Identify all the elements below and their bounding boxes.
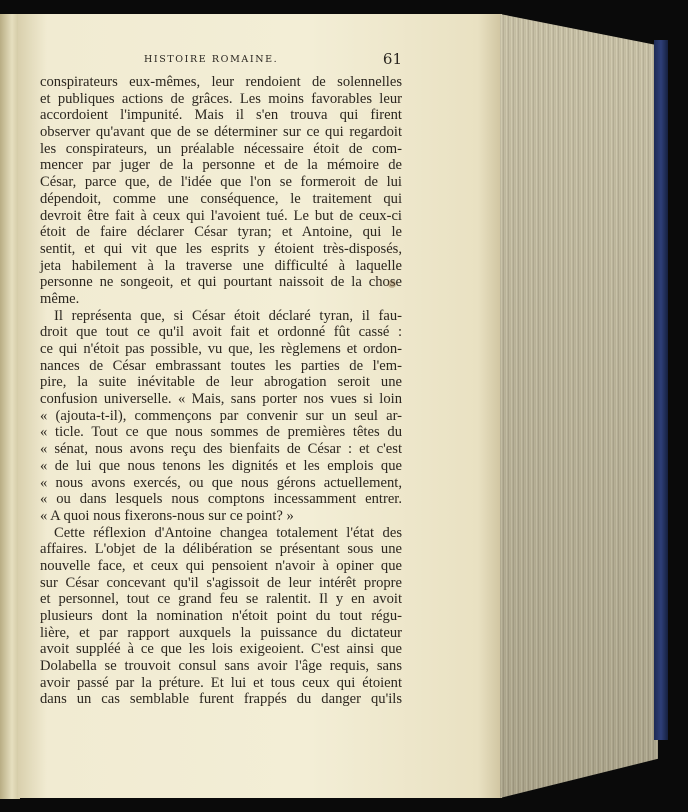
- text-line: observer qu'avant que de se déterminer sur ce qui regardoit: [40, 124, 402, 141]
- text-line: plusieurs dont la nomination n'étoit point du tout régu-: [40, 608, 402, 624]
- text-line: avoir passé par la préture. Et lui et tous ceux qui étoient: [40, 674, 402, 691]
- book-cover-edge: [654, 40, 668, 740]
- text-line: « ticle. Tout ce que nous sommes de premières têtes du: [40, 424, 402, 441]
- text-line: et publiques actions de grâces. Les moins favorables leur: [40, 90, 402, 107]
- text-line: dans un cas semblable furent frappés du danger qu'ils: [40, 691, 402, 708]
- text-line: conspirateurs eux-mêmes, leur rendoient de solennelles: [40, 74, 402, 90]
- text-line: avoit suppléé à ce que les lois exigeoient. C'est ainsi que: [40, 641, 402, 658]
- text-line: accordoient l'impunité. Mais il s'en trouva qui firent: [40, 107, 402, 124]
- text-line: même.: [40, 290, 80, 307]
- text-line: étoit de faire déclarer César tyran; et Antoine, qui le: [40, 224, 402, 241]
- text-line: jeta habilement à la traverse une difficulté à laquelle: [40, 257, 402, 274]
- text-line: affaires. L'objet de la délibération se présentant sous une: [40, 541, 402, 558]
- text-line: « de lui que nous tenons les dignités et les emplois que: [40, 457, 402, 474]
- text-line: et personnel, tout ce grand feu se ralentit. Il y en avoit: [40, 591, 402, 608]
- previous-page-edge: [0, 14, 20, 799]
- body-text: [40, 74, 402, 708]
- text-line: César, parce que, de l'idée que l'on se formeroit de lui: [40, 174, 402, 191]
- running-title: HISTOIRE ROMAINE.: [144, 54, 279, 65]
- text-line: personne ne songeoit, et qui pourtant naissoit de la chose: [40, 274, 402, 291]
- text-line: nances de César embrassant toutes les parties de l'em-: [40, 357, 402, 374]
- text-line: pire, la suite inévitable de leur abrogation seroit une: [40, 374, 402, 391]
- text-line: les conspirateurs, un préalable nécessaire étoit de com-: [40, 140, 402, 157]
- page-number: 61: [382, 50, 402, 68]
- text-line: nouvelle face, et ceux qui pensoient n'avoir à opiner que: [40, 557, 402, 574]
- text-line: Cette réflexion d'Antoine changea totalement l'état des: [54, 524, 402, 541]
- text-line: droit que tout ce qu'il avoit fait et ordonné fût cassé :: [40, 324, 402, 341]
- text-line: mencer par juger de la personne et de la mémoire de: [40, 157, 402, 174]
- text-line: devroit être fait à ceux qui l'avoient tué. Le but de ceux-ci: [40, 207, 402, 224]
- text-line: ce qui n'étoit pas possible, vu que, les règlemens et ordon-: [40, 341, 402, 357]
- text-line: Dolabella se trouvoit consul sans avoir l'âge requis, sans: [40, 658, 402, 675]
- page-block-edges: [500, 14, 658, 798]
- text-line: dépendoit, comme une conséquence, le traitement qui: [40, 190, 402, 207]
- text-line: « A quoi nous fixerons-nous sur ce point? »: [40, 507, 294, 524]
- text-line: « (ajouta-t-il), commençons par convenir sur un seul ar-: [40, 407, 402, 424]
- text-line: « nous avons exercés, ou que nous gérons actuellement,: [40, 474, 402, 491]
- text-line: confusion universelle. « Mais, sans porter nos vues si loin: [40, 391, 402, 408]
- stain: [388, 280, 396, 288]
- text-line: lière, et par rapport auxquels la puissance du dictateur: [40, 624, 402, 641]
- text-line: sentit, et qui vit que les esprits y étoient très-disposés,: [40, 240, 402, 257]
- text-line: sur César concevant qu'il s'agissoit de leur intérêt propre: [40, 574, 402, 591]
- text-line: « sénat, nous avons reçu des bienfaits de César : et c'est: [40, 441, 402, 458]
- text-line: Il représenta que, si César étoit déclaré tyran, il fau-: [54, 307, 402, 324]
- text-line: « ou dans lesquels nous comptons incessamment entrer.: [40, 491, 402, 508]
